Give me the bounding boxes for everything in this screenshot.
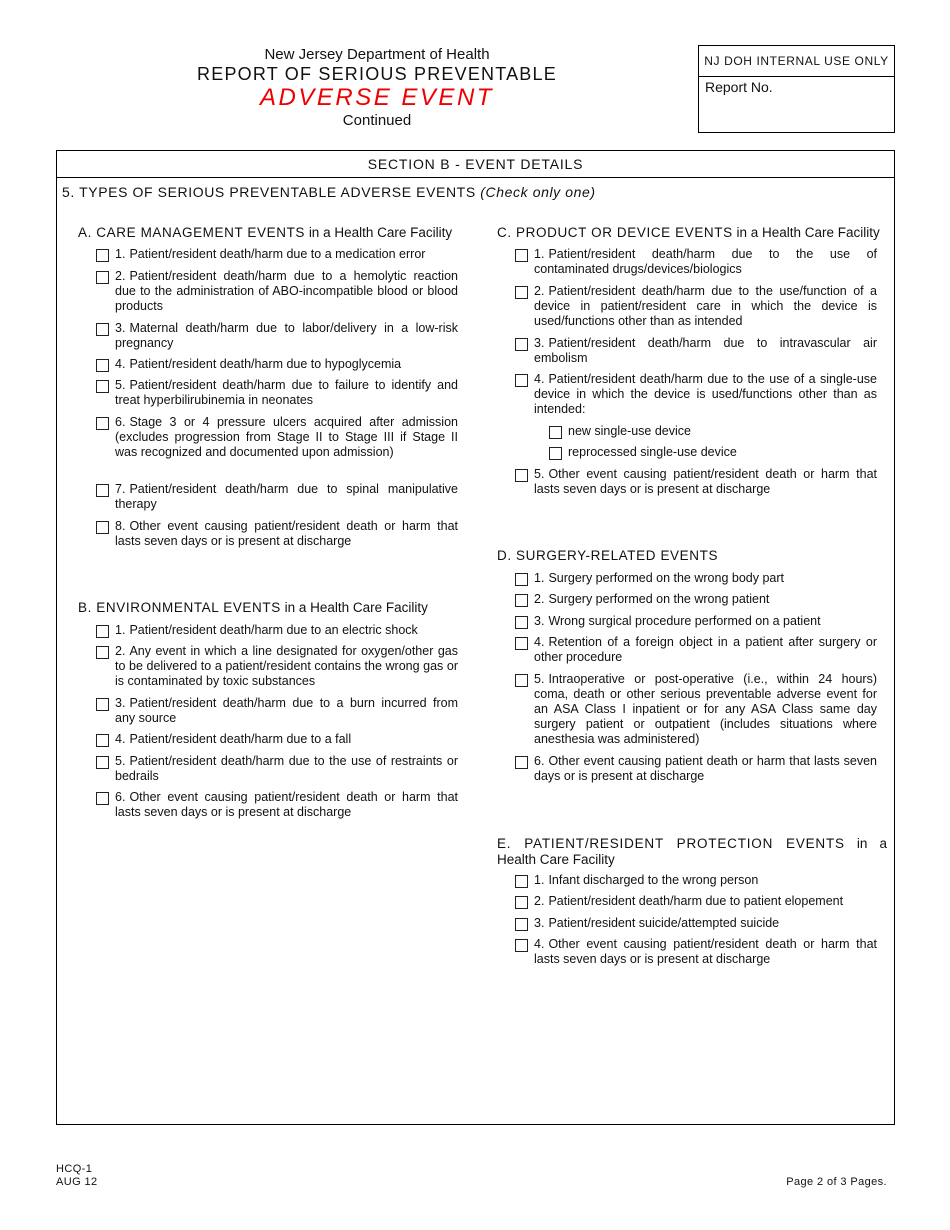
checkbox-item-a8[interactable]: 8. Other event causing patient/resident death or harm that lasts seven days or is present at discharge (96, 519, 458, 549)
item-text: Stage 3 or 4 pressure ulcers acquired after admission (excludes progression from Stage II to Stage III if Stage II was recognized and documented upon admission) (115, 415, 458, 459)
checkbox-item-e2[interactable]: 2. Patient/resident death/harm due to patient elopement (515, 894, 877, 909)
group-c-rest: in a Health Care Facility (736, 225, 880, 240)
item-text: Patient/resident death/harm due to an electric shock (129, 623, 418, 637)
report-no-label: Report No. (705, 79, 773, 95)
checkbox[interactable] (515, 674, 528, 687)
checkbox-item-c1[interactable]: 1. Patient/resident death/harm due to the use of contaminated drugs/devices/biologics (515, 247, 877, 277)
checkbox[interactable] (96, 734, 109, 747)
checkbox-item-d5[interactable]: 5. Intraoperative or post-operative (i.e., within 24 hours) coma, death or other serious preventable adverse event for an ASA Class I inpatient or for any ASA Class same day surgery patient or outpatient (includes situations where anesthesia was administered) (515, 672, 877, 747)
checkbox[interactable] (96, 698, 109, 711)
item-text: Patient/resident death/harm due to the use/function of a device in patient/resident care in which the device is used/functions other than as intended (534, 284, 877, 328)
report-title: REPORT OF SERIOUS PREVENTABLE (197, 64, 557, 84)
checkbox-item-d2[interactable]: 2. Surgery performed on the wrong patient (515, 592, 877, 607)
item-text: Wrong surgical procedure performed on a patient (548, 614, 821, 628)
item-text: Surgery performed on the wrong body part (548, 571, 784, 585)
checkbox-item-e4[interactable]: 4. Other event causing patient/resident death or harm that lasts seven days or is present at discharge (515, 937, 877, 967)
checkbox[interactable] (96, 249, 109, 262)
group-d-caps: D. SURGERY-RELATED EVENTS (497, 548, 719, 563)
checkbox[interactable] (96, 521, 109, 534)
group-b-rest: in a Health Care Facility (284, 600, 428, 615)
checkbox-item-b2[interactable]: 2. Any event in which a line designated for oxygen/other gas to be delivered to a patient/resident contains the wrong gas or is contaminated by toxic substances (96, 644, 458, 689)
checkbox[interactable] (549, 447, 562, 460)
checkbox[interactable] (515, 875, 528, 888)
checkbox[interactable] (515, 939, 528, 952)
checkbox-item-c3[interactable]: 3. Patient/resident death/harm due to intravascular air embolism (515, 336, 877, 366)
checkbox[interactable] (515, 896, 528, 909)
item-text: Patient/resident death/harm due to a hemolytic reaction due to the administration of ABO-incompatible blood or blood products (115, 269, 458, 313)
checkbox-item-b1[interactable]: 1. Patient/resident death/harm due to an electric shock (96, 623, 458, 638)
checkbox-item-d1[interactable]: 1. Surgery performed on the wrong body part (515, 571, 877, 586)
section-title: SECTION B - EVENT DETAILS (57, 151, 894, 178)
checkbox[interactable] (515, 286, 528, 299)
group-e-caps: E. PATIENT/RESIDENT PROTECTION EVENTS (497, 836, 845, 851)
question-5-text: 5. TYPES OF SERIOUS PREVENTABLE ADVERSE EVENTS (62, 184, 476, 200)
checkbox[interactable] (515, 637, 528, 650)
item-text: Patient/resident death/harm due to a medication error (129, 247, 426, 261)
item-text: Patient/resident death/harm due to patient elopement (548, 894, 844, 908)
page-number: Page 2 of 3 Pages. (786, 1176, 887, 1188)
item-text: Patient/resident death/harm due to failure to identify and treat hyperbilirubinemia in neonates (115, 378, 458, 407)
checkbox[interactable] (96, 323, 109, 336)
item-text: Other event causing patient death or harm that lasts seven days or is present at discharge (534, 754, 877, 783)
checkbox-item-a1[interactable]: 1. Patient/resident death/harm due to a medication error (96, 247, 458, 262)
checkbox-item-a7[interactable]: 7. Patient/resident death/harm due to spinal manipulative therapy (96, 482, 458, 512)
internal-use-box (698, 45, 895, 133)
checkbox[interactable] (515, 374, 528, 387)
group-b-caps: B. ENVIRONMENTAL EVENTS (78, 600, 281, 615)
item-text: Patient/resident death/harm due to a fall (129, 732, 352, 746)
item-text: Infant discharged to the wrong person (548, 873, 759, 887)
checkbox[interactable] (515, 338, 528, 351)
checkbox-subitem-reprocessed-single-use[interactable] (549, 445, 789, 460)
question-5 (62, 184, 596, 200)
checkbox-item-a5[interactable]: 5. Patient/resident death/harm due to failure to identify and treat hyperbilirubinemia in neonates (96, 378, 458, 408)
checkbox[interactable] (549, 426, 562, 439)
item-text: Patient/resident death/harm due to intravascular air embolism (534, 336, 877, 365)
group-a-title (78, 225, 452, 240)
item-text: Patient/resident death/harm due to spinal manipulative therapy (115, 482, 458, 511)
item-text: Maternal death/harm due to labor/delivery in a low-risk pregnancy (115, 321, 458, 350)
continued-label: Continued (342, 112, 412, 129)
item-text: Patient/resident death/harm due to hypoglycemia (129, 357, 402, 371)
checkbox-item-b4[interactable]: 4. Patient/resident death/harm due to a fall (96, 732, 458, 747)
question-5-note: (Check only one) (480, 184, 596, 200)
checkbox[interactable] (515, 573, 528, 586)
checkbox[interactable] (515, 249, 528, 262)
item-text: Intraoperative or post-operative (i.e., within 24 hours) coma, death or other serious preventable adverse event for an ASA Class I inpatient or for any ASA Class same day surgery patient or outpatient (includes situations where anesthesia was administered) (534, 672, 877, 746)
item-text: Any event in which a line designated for oxygen/other gas to be delivered to a patient/resident contains the wrong gas or is contaminated by toxic substances (115, 644, 458, 688)
checkbox[interactable] (96, 271, 109, 284)
form-id-block (56, 1163, 98, 1189)
checkbox-item-d6[interactable]: 6. Other event causing patient death or harm that lasts seven days or is present at discharge (515, 754, 877, 784)
item-text: Retention of a foreign object in a patient after surgery or other procedure (534, 635, 877, 664)
item-text: Other event causing patient/resident death or harm that lasts seven days or is present at discharge (115, 519, 458, 548)
checkbox-item-a4[interactable]: 4. Patient/resident death/harm due to hypoglycemia (96, 357, 458, 372)
department-name: New Jersey Department of Health (264, 46, 490, 63)
group-c-title (497, 225, 880, 240)
checkbox-item-a2[interactable]: 2. Patient/resident death/harm due to a hemolytic reaction due to the administration of ABO-incompatible blood or blood products (96, 269, 458, 314)
group-e-rest: in a Health Care Facility (497, 836, 887, 867)
item-text: Patient/resident death/harm due to a burn incurred from any source (115, 696, 458, 725)
item-text: Surgery performed on the wrong patient (548, 592, 770, 606)
checkbox[interactable] (96, 646, 109, 659)
group-c-caps: C. PRODUCT OR DEVICE EVENTS (497, 225, 733, 240)
checkbox[interactable] (96, 484, 109, 497)
checkbox-item-e3[interactable]: 3. Patient/resident suicide/attempted suicide (515, 916, 877, 931)
checkbox-item-a6[interactable]: 6. Stage 3 or 4 pressure ulcers acquired after admission (excludes progression from Stage II to Stage III if Stage II was recognized and documented upon admission) (96, 415, 458, 460)
item-text: Other event causing patient/resident death or harm that lasts seven days or is present at discharge (534, 467, 877, 496)
checkbox[interactable] (96, 380, 109, 393)
checkbox[interactable] (515, 756, 528, 769)
checkbox-item-d4[interactable]: 4. Retention of a foreign object in a patient after surgery or other procedure (515, 635, 877, 665)
checkbox[interactable] (96, 756, 109, 769)
item-text: Patient/resident death/harm due to the use of a single-use device in which the device is used/functions other than as intended: (534, 372, 877, 416)
checkbox-item-b5[interactable]: 5. Patient/resident death/harm due to the use of restraints or bedrails (96, 754, 458, 784)
form-date: AUG 12 (56, 1176, 98, 1188)
checkbox-item-e1[interactable]: 1. Infant discharged to the wrong person (515, 873, 877, 888)
adverse-event-title: ADVERSE EVENT (260, 84, 494, 111)
checkbox-item-d3[interactable]: 3. Wrong surgical procedure performed on a patient (515, 614, 877, 629)
group-d-title (497, 548, 718, 563)
item-text: Patient/resident death/harm due to the use of contaminated drugs/devices/biologics (534, 247, 877, 276)
checkbox[interactable] (96, 625, 109, 638)
checkbox[interactable] (96, 792, 109, 805)
group-a-caps: A. CARE MANAGEMENT EVENTS (78, 225, 306, 240)
item-text: Other event causing patient/resident death or harm that lasts seven days or is present at discharge (534, 937, 877, 966)
checkbox[interactable] (515, 469, 528, 482)
item-text: new single-use device (568, 424, 691, 438)
checkbox-item-c5[interactable]: 5. Other event causing patient/resident death or harm that lasts seven days or is present at discharge (515, 467, 877, 497)
item-text: Other event causing patient/resident death or harm that lasts seven days or is present at discharge (115, 790, 458, 819)
checkbox-item-c2[interactable]: 2. Patient/resident death/harm due to the use/function of a device in patient/resident care in which the device is used/functions other than as intended (515, 284, 877, 329)
checkbox-item-a3[interactable]: 3. Maternal death/harm due to labor/delivery in a low-risk pregnancy (96, 321, 458, 351)
checkbox-item-b3[interactable]: 3. Patient/resident death/harm due to a burn incurred from any source (96, 696, 458, 726)
checkbox[interactable] (96, 359, 109, 372)
checkbox-item-c4[interactable]: 4. Patient/resident death/harm due to the use of a single-use device in which the device is used/functions other than as intended: (515, 372, 877, 417)
item-text: reprocessed single-use device (568, 445, 737, 459)
item-text: Patient/resident suicide/attempted suicide (548, 916, 780, 930)
checkbox-subitem-new-single-use[interactable] (549, 424, 789, 439)
item-text: Patient/resident death/harm due to the use of restraints or bedrails (115, 754, 458, 783)
checkbox-item-b6[interactable]: 6. Other event causing patient/resident death or harm that lasts seven days or is present at discharge (96, 790, 458, 820)
checkbox[interactable] (96, 417, 109, 430)
group-b-title (78, 600, 428, 615)
checkbox[interactable] (515, 594, 528, 607)
form-id: HCQ-1 (56, 1163, 93, 1175)
checkbox[interactable] (515, 616, 528, 629)
checkbox[interactable] (515, 918, 528, 931)
group-e-title (497, 836, 887, 868)
group-a-rest: in a Health Care Facility (308, 225, 453, 240)
internal-use-title: NJ DOH INTERNAL USE ONLY (699, 46, 894, 77)
